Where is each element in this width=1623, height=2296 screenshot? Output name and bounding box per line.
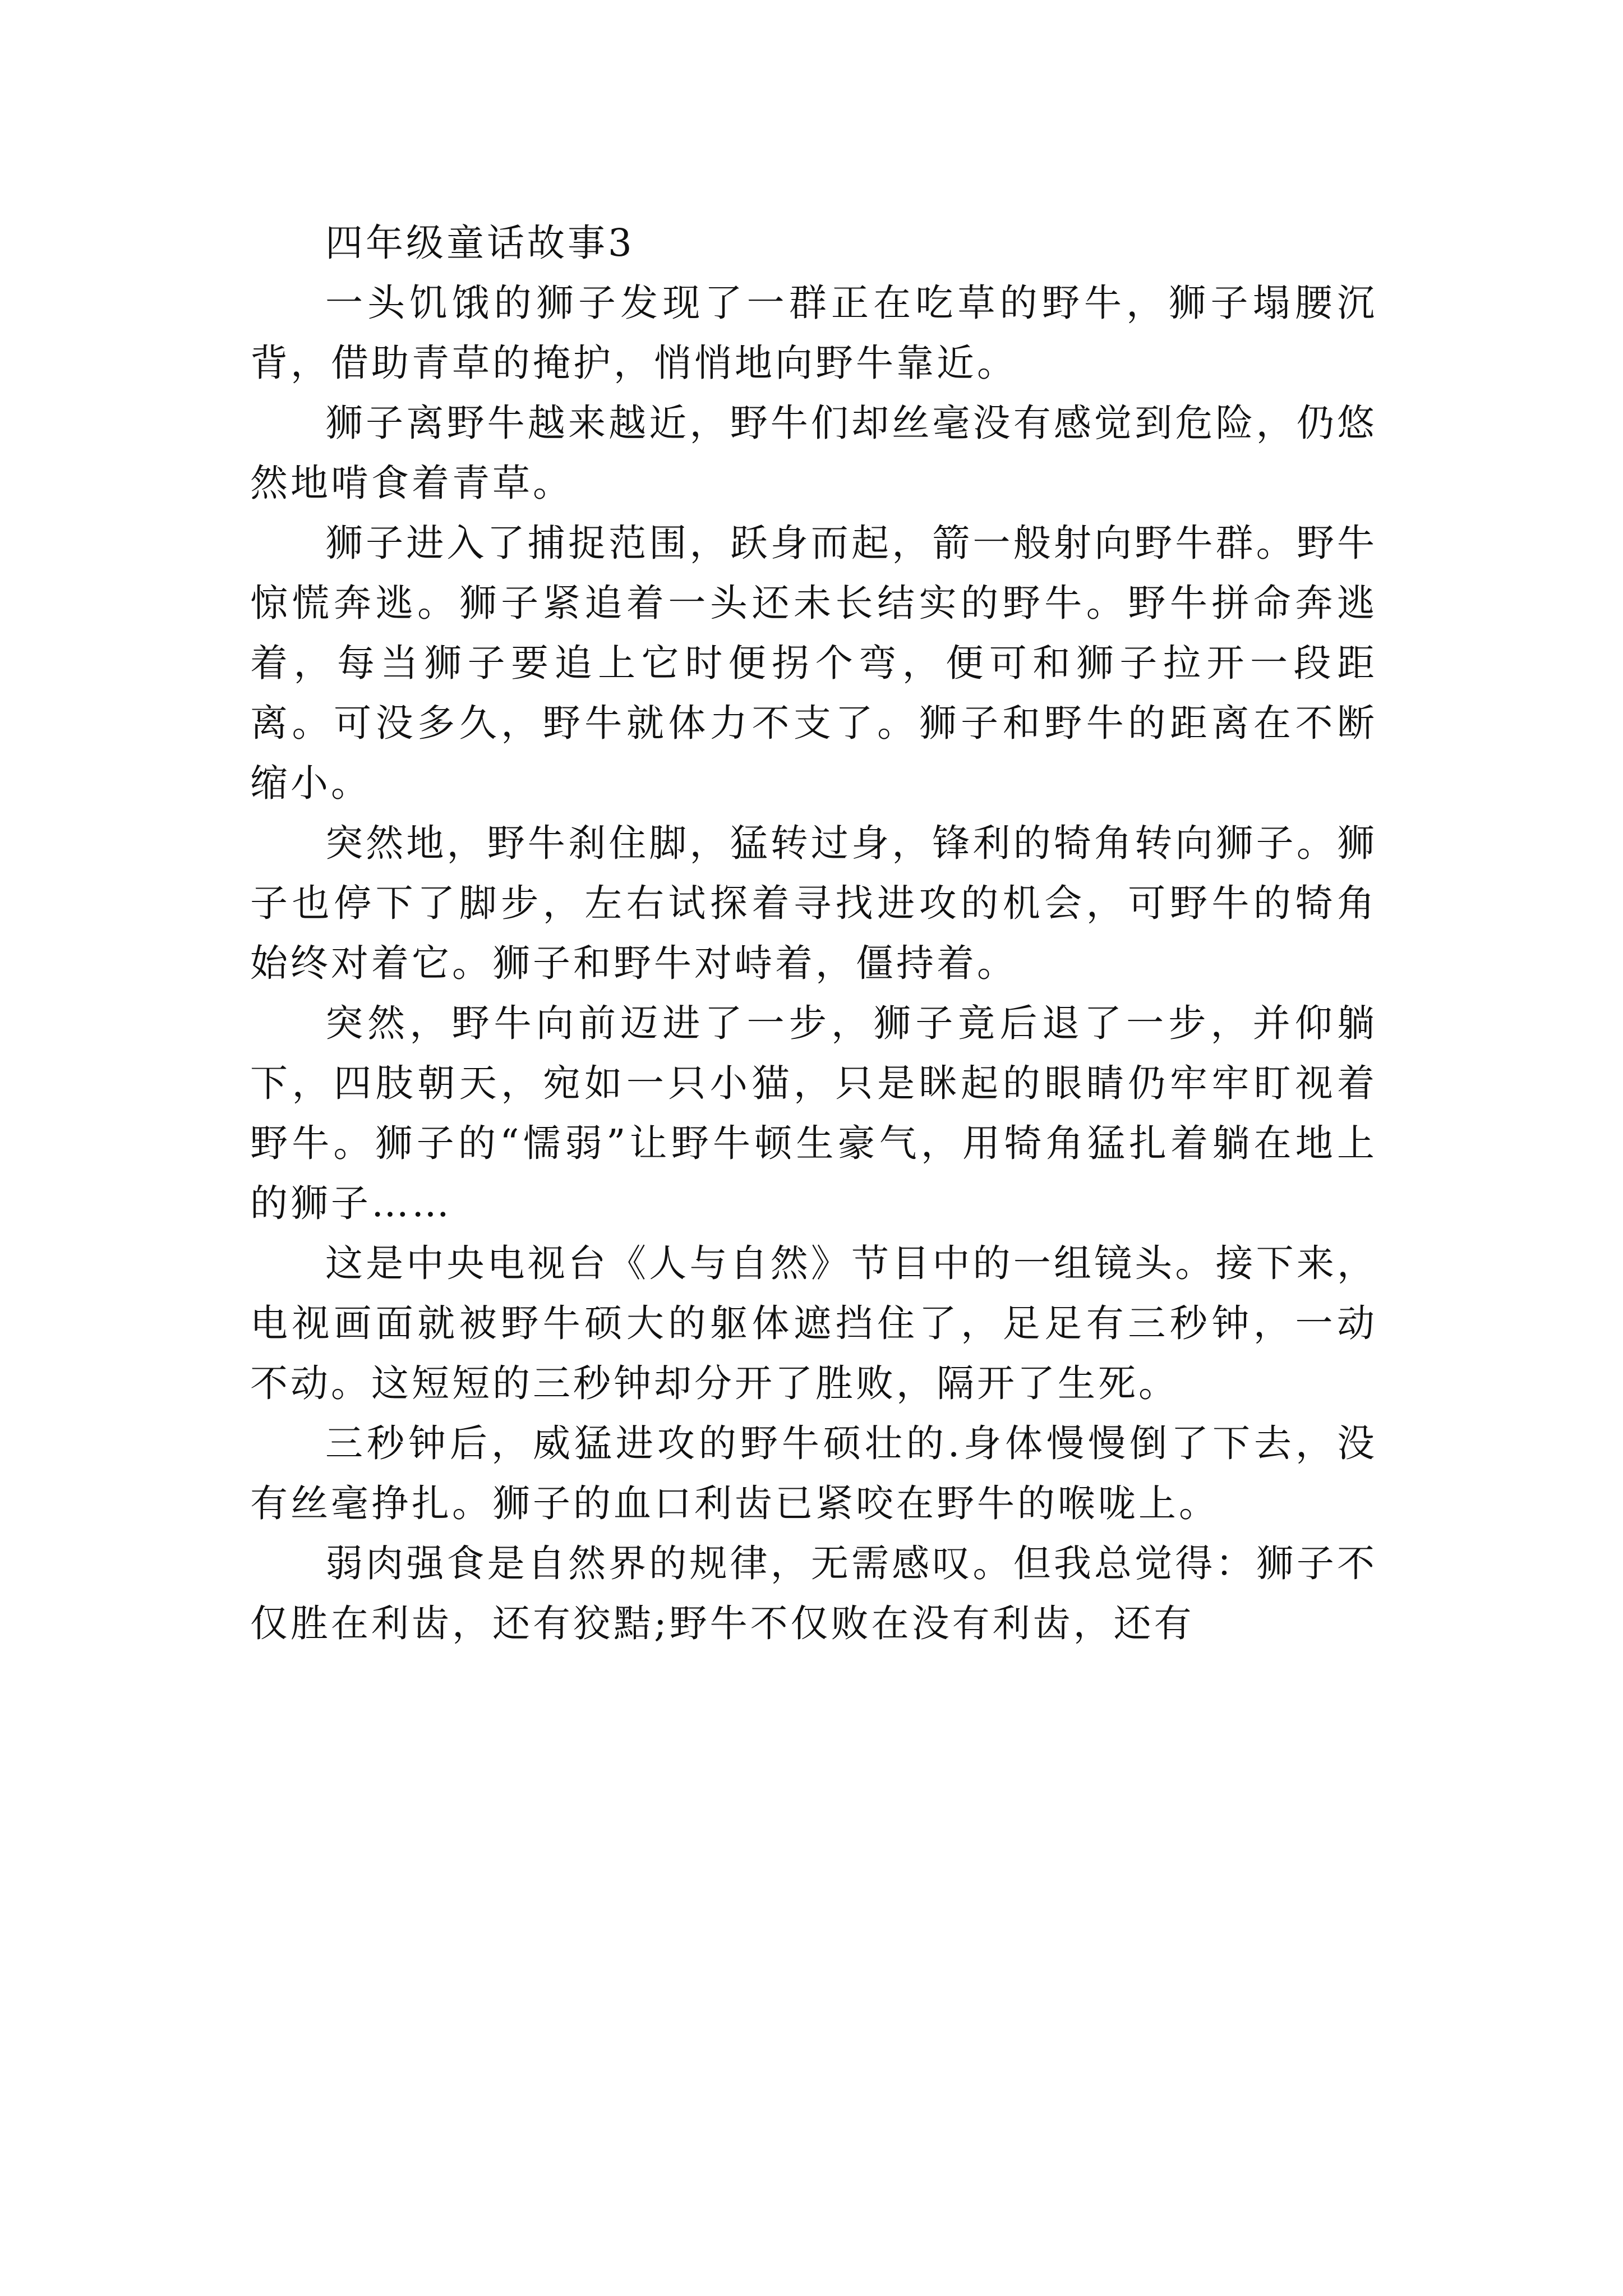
document-body xyxy=(250,213,1377,1654)
paragraph-7: 三秒钟后，威猛进攻的野牛硕壮的.身体慢慢倒了下去，没有丝毫挣扎。狮子的血口利齿已紧咬在野牛的喉咙上。 xyxy=(250,1421,1377,1525)
paragraph-3: 狮子进入了捕捉范围，跃身而起，箭一般射向野牛群。野牛惊慌奔逃。狮子紧追着一头还未长结实的野牛。野牛拼命奔逃着，每当狮子要追上它时便拐个弯，便可和狮子拉开一段距离。可没多久，野牛就体力不支了。狮子和野牛的距离在不断缩小。 xyxy=(250,521,1377,805)
paragraph-1: 一头饥饿的狮子发现了一群正在吃草的野牛，狮子塌腰沉背，借助青草的掩护，悄悄地向野牛靠近。 xyxy=(250,281,1377,385)
paragraph-8: 弱肉强食是自然界的规律，无需感叹。但我总觉得：狮子不仅胜在利齿，还有狡黠;野牛不仅败在没有利齿，还有 xyxy=(250,1542,1377,1645)
document-title: 四年级童话故事3 xyxy=(325,221,635,265)
paragraph-5: 突然，野牛向前迈进了一步，狮子竟后退了一步，并仰躺下，四肢朝天，宛如一只小猫，只是眯起的眼睛仍牢牢盯视着野牛。狮子的“懦弱”让野牛顿生豪气，用犄角猛扎着躺在地上的狮子…… xyxy=(250,1001,1377,1225)
paragraph-6: 这是中央电视台《人与自然》节目中的一组镜头。接下来，电视画面就被野牛硕大的躯体遮挡住了，足足有三秒钟，一动不动。这短短的三秒钟却分开了胜败，隔开了生死。 xyxy=(250,1241,1377,1405)
paragraph-2: 狮子离野牛越来越近，野牛们却丝毫没有感觉到危险，仍悠然地啃食着青草。 xyxy=(250,401,1377,505)
paragraph-4: 突然地，野牛刹住脚，猛转过身，锋利的犄角转向狮子。狮子也停下了脚步，左右试探着寻找进攻的机会，可野牛的犄角始终对着它。狮子和野牛对峙着，僵持着。 xyxy=(250,821,1377,985)
